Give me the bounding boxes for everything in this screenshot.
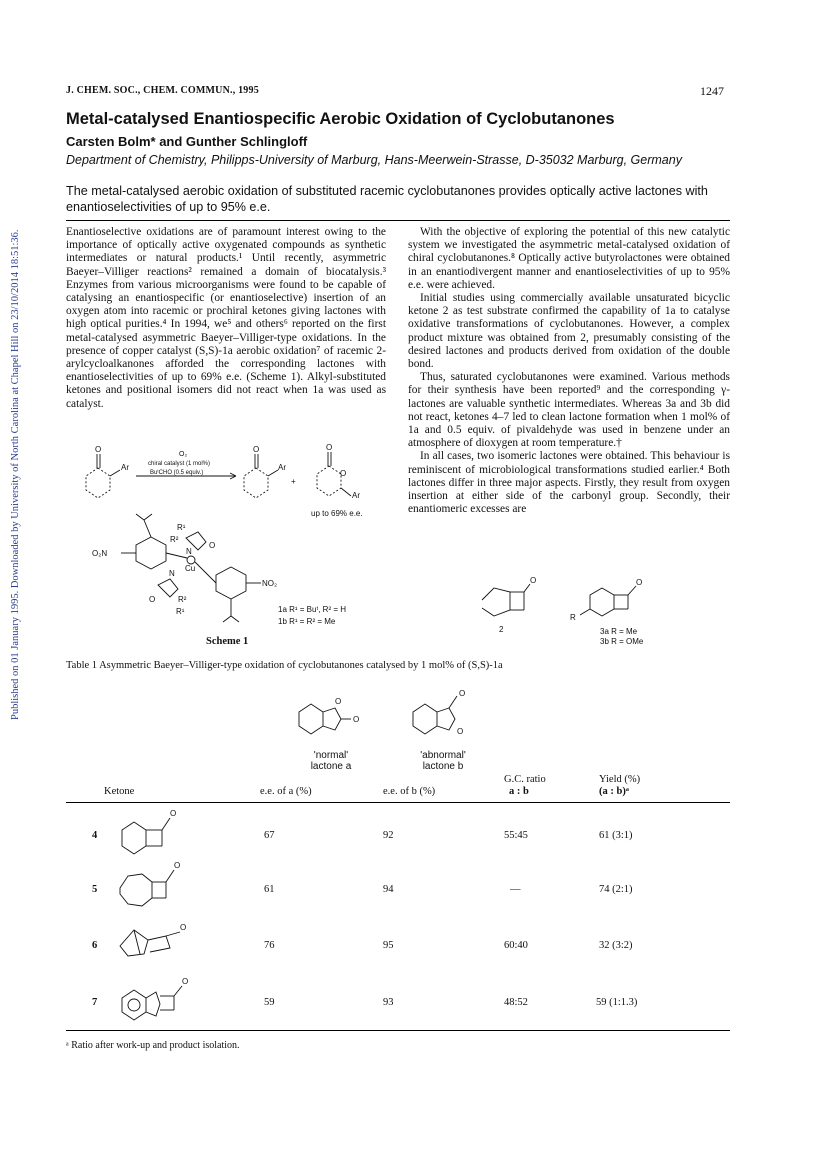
- row-6-yield: 32 (3:2): [599, 940, 633, 951]
- table-1-caption: Table 1 Asymmetric Baeyer–Villiger-type oxidation of cyclobutanones catalysed by 1 mol% of (S,S)-1a: [66, 660, 503, 671]
- row-5-ee-a: 61: [264, 884, 275, 895]
- row-7-ee-a: 59: [264, 997, 275, 1008]
- lactone-a-ring-o: O: [335, 697, 342, 706]
- col-header-ketone: Ketone: [104, 786, 135, 797]
- lactone-b-label-1: 'abnormal': [420, 750, 466, 761]
- cat-o2n-label: O₂N: [92, 549, 108, 558]
- compound-3b-label: 3b R = OMe: [600, 637, 644, 646]
- lactone-a-label: [296, 750, 366, 772]
- row-6-ketone: 6: [92, 940, 98, 951]
- row-6-ee-b: 95: [383, 940, 394, 951]
- row-7-yield: 59 (1:1.3): [596, 997, 638, 1008]
- article-title: Metal-catalysed Enantiospecific Aerobic Oxidation of Cyclobutanones: [66, 110, 615, 128]
- compound-2-o-label: O: [530, 576, 537, 585]
- row-5-ee-b: 94: [383, 884, 394, 895]
- row-7-ketone: 7: [92, 997, 98, 1008]
- table-bottom-rule: [66, 1030, 730, 1031]
- cat-r2-label: R²: [170, 535, 179, 544]
- ketone-5-o: O: [174, 861, 181, 870]
- catalyst-1a-label: 1a R¹ = Buᵗ, R² = H: [278, 605, 347, 614]
- row-6-ee-a: 76: [264, 940, 275, 951]
- ketone-structures: [100, 808, 220, 1028]
- cat-cu-label: Cu: [185, 564, 196, 573]
- lactone-a-label-1: 'normal': [313, 750, 349, 761]
- ketone-7-o: O: [182, 977, 189, 986]
- row-4-ee-a: 67: [264, 830, 275, 841]
- left-paragraph-1: Enantioselective oxidations are of paramount interest owing to the importance of optically active oxygenated compounds as synthetic intermediates or natural products.¹ Until recently, asymmetric Baeyer–Villiger reactions² remained a domain of biocatalysis.³ Enzymes from various microorganisms were found to be capable of catalysing an enantiospecific (or enantioselective) insertion of an oxygen atom into racemic or prochiral ketones giving lactones with high optical purities.⁴ In 1994, we⁵ and others⁶ reported on the first metal-catalysed asymmetric Baeyer–Villiger-type oxidations. In the presence of copper catalyst (S,S)-1a aerobic oxidation⁷ of racemic 2-arylcycloalkanones afforded the corresponding lactones with enantioselectivities of up to 69% e.e. (Scheme 1). Alkyl-substituted ketones and positional isomers did not react when 1a was used as catalyst.: [66, 226, 386, 410]
- product-b-o-label: O: [326, 443, 333, 452]
- lactone-b-carbonyl-o: O: [459, 690, 466, 698]
- cat-o2-label: O: [149, 595, 156, 604]
- cat-r2b-label: R²: [178, 595, 187, 604]
- col-header-yield: Yield (%): [599, 774, 641, 785]
- lactone-structures: [285, 690, 475, 750]
- row-7-ratio: 48:52: [504, 997, 528, 1008]
- right-paragraph-1: With the objective of exploring the potential of this new catalytic system we investigated the asymmetric metal-catalysed oxidation of chiral cyclobutanones.⁸ Optically active butyrolactones were obtained in an enantiodivergent manner and enantioselectivities of up to 95% e.e. were achieved.: [408, 226, 730, 291]
- scheme-1-caption: Scheme 1: [206, 636, 249, 647]
- row-4-ratio: 55:45: [504, 830, 528, 841]
- table-footnote: ᵃ Ratio after work-up and product isolation.: [66, 1040, 240, 1051]
- cat-r1b-label: R¹: [176, 607, 185, 616]
- row-5-yield: 74 (2:1): [599, 884, 633, 895]
- lactone-a-carbonyl-o: O: [353, 715, 360, 724]
- svg-text:+: +: [291, 477, 296, 486]
- compound-2-label: 2: [499, 625, 504, 634]
- lactone-b-label-2: lactone b: [422, 761, 464, 772]
- left-column: [66, 226, 386, 411]
- product-a-ar-label: Ar: [278, 463, 286, 472]
- scheme-yield-note: up to 69% e.e.: [311, 509, 363, 518]
- download-watermark: [2, 210, 21, 730]
- row-7-ee-b: 93: [383, 997, 394, 1008]
- page-number: 1247: [700, 84, 724, 98]
- ketone-4-o: O: [170, 809, 177, 818]
- journal-header: J. CHEM. SOC., CHEM. COMMUN., 1995: [66, 85, 259, 96]
- lactone-a-label-2: lactone a: [310, 761, 352, 772]
- col-header-yield-ratio: (a : b)ᵃ: [599, 786, 629, 797]
- row-4-ee-b: 92: [383, 830, 394, 841]
- row-5-ratio: —: [510, 884, 521, 895]
- ketone-ar-label: Ar: [121, 463, 129, 472]
- compound-3a-label: 3a R = Me: [600, 627, 638, 636]
- lactone-b-ring-o: O: [457, 727, 464, 736]
- compounds-2-3-drawing: [470, 570, 670, 650]
- cat-r1-label: R¹: [177, 523, 186, 532]
- right-paragraph-4: In all cases, two isomeric lactones were obtained. This behaviour is reminiscent of microbiological transformations studied earlier.⁴ Both lactones differ in three major aspects. Firstly, they result from oxygen insertion at either side of the carbonyl group. Secondly, their enantiomeric excesses are: [408, 450, 730, 516]
- row-6-ratio: 60:40: [504, 940, 528, 951]
- row-4-ketone: 4: [92, 830, 98, 841]
- lactone-b-label: [408, 750, 478, 772]
- right-column: [408, 226, 730, 516]
- download-watermark-text: Published on 01 January 1995. Downloaded by University of North Carolina at Chapel Hill on 23/10/2014 18:51:36.: [10, 229, 21, 720]
- product-b-o-ring-label: O: [340, 469, 347, 478]
- ketone-6-o: O: [180, 923, 187, 932]
- table-header-rule: [66, 802, 730, 803]
- right-paragraph-2: Initial studies using commercially available unsaturated bicyclic ketone 2 as test substrate confirmed the capability of 1a to catalyse oxidative transformations of cyclobutanones. However, a complex product mixture was obtained from 2, presumably consisting of the desired lactones and products derived from oxidation of the double bond.: [408, 292, 730, 371]
- col-header-ee-a: e.e. of a (%): [260, 786, 312, 797]
- cat-o-label: O: [209, 541, 216, 550]
- reagent-o2: O₂: [179, 451, 188, 458]
- compound-3-r-label: R: [570, 613, 576, 622]
- ketone-o-label: O: [95, 445, 102, 454]
- product-b-ar-label: Ar: [352, 491, 360, 500]
- col-header-ab: a : b: [509, 786, 529, 797]
- col-header-gc-ratio: G.C. ratio: [504, 774, 546, 785]
- reagent-catalyst: chiral catalyst (1 mol%): [148, 461, 211, 467]
- row-4-yield: 61 (3:1): [599, 830, 633, 841]
- right-paragraph-3: Thus, saturated cyclobutanones were examined. Various methods for their synthesis have been reported⁹ and the corresponding γ-lactones are valuable synthetic intermediates. Whereas 3a and 3b did not react, ketones 4–7 led to clean lactone formation when 1 mol% of 1a and 0.5 equiv. of pivaldehyde was used in benzene under an atmosphere of dioxygen at room temperature.†: [408, 371, 730, 450]
- product-a-o-label: O: [253, 445, 260, 454]
- reagent-aldehyde: BuᵗCHO (0.5 equiv.): [150, 470, 204, 476]
- article-authors: Carsten Bolm* and Gunther Schlingloff: [66, 134, 308, 149]
- abstract-divider: [66, 220, 730, 221]
- cat-no2-label: NO₂: [262, 579, 278, 588]
- article-abstract: The metal-catalysed aerobic oxidation of substituted racemic cyclobutanones provides optically active lactones with enantioselectivities of up to 95% e.e.: [66, 184, 708, 214]
- cat-n-label: N: [186, 547, 192, 556]
- cat-n2-label: N: [169, 569, 175, 578]
- row-5-ketone: 5: [92, 884, 98, 895]
- compound-3-o-label: O: [636, 578, 643, 587]
- article-affiliation: Department of Chemistry, Philipps-University of Marburg, Hans-Meerwein-Strasse, D-35032 Marburg, Germany: [66, 153, 682, 167]
- col-header-ee-b: e.e. of b (%): [383, 786, 436, 797]
- catalyst-1b-label: 1b R¹ = R² = Me: [278, 617, 336, 626]
- scheme-1-drawing: [66, 440, 386, 640]
